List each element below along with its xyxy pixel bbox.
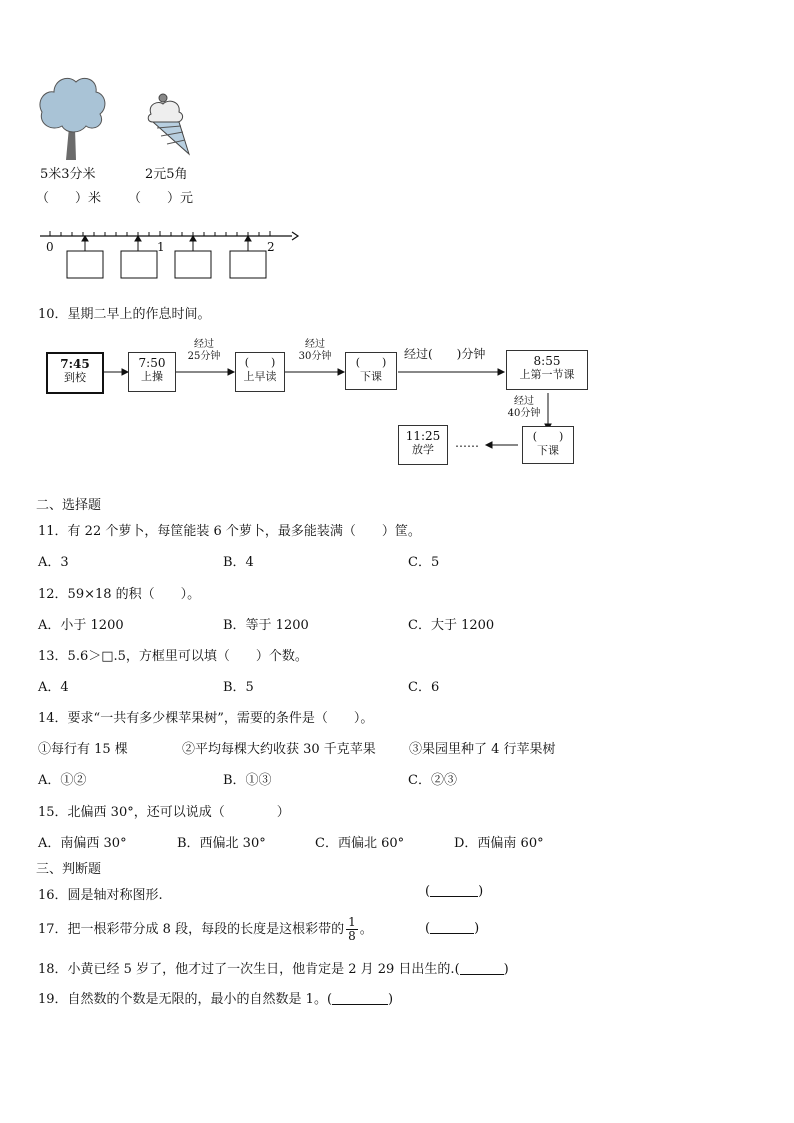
- tree-answer-blank[interactable]: （ ）米: [36, 191, 102, 206]
- q16-text: 16．圆是轴对称图形.: [38, 888, 163, 903]
- tree-caption: 5米3分米: [40, 167, 96, 182]
- q14-option-c[interactable]: C．②③: [408, 773, 457, 788]
- flow-box-exercise: 7:50 上操: [128, 352, 176, 392]
- section-2-title: 二、选择题: [36, 498, 102, 513]
- flow-box-class1: 8:55 上第一节课: [506, 350, 588, 390]
- q14-condition-1: ①每行有 15 棵: [38, 742, 128, 757]
- q15-text: 15．北偏西 30°，还可以说成（ ）: [38, 805, 290, 820]
- q15-option-b[interactable]: B．西偏北 30°: [177, 836, 266, 851]
- q12-option-c[interactable]: C．大于 1200: [408, 618, 495, 633]
- q15-option-d[interactable]: D．西偏南 60°: [454, 836, 544, 851]
- q11-option-c[interactable]: C．5: [408, 555, 440, 570]
- q11-option-a[interactable]: A．3: [38, 555, 69, 570]
- flow-dots: ……: [455, 436, 479, 450]
- q19-text: 19．自然数的个数是无限的，最小的自然数是 1。( ): [38, 992, 394, 1007]
- flow-box-dismiss1: ( ) 下课: [345, 352, 397, 390]
- number-line-label-0: 0: [46, 240, 54, 254]
- q13-option-c[interactable]: C．6: [408, 680, 440, 695]
- q13-option-b[interactable]: B．5: [223, 680, 254, 695]
- q11-text: 11．有 22 个萝卜，每筐能装 6 个萝卜，最多能装满（ ）筐。: [38, 524, 421, 539]
- q17-answer[interactable]: ( ): [425, 921, 480, 936]
- flow-box-reading: ( ) 上早读: [235, 352, 285, 392]
- q15-option-c[interactable]: C．西偏北 60°: [315, 836, 405, 851]
- dismiss1-time-blank[interactable]: ( ): [355, 356, 387, 369]
- q18-answer[interactable]: ( ): [454, 962, 509, 977]
- q13-text: 13．5.6＞□.5，方框里可以填（ ）个数。: [38, 649, 308, 664]
- q14-text: 14．要求“一共有多少棵苹果树”，需要的条件是（ ）。: [38, 711, 374, 726]
- flow-step4: 经过 40分钟: [507, 396, 541, 419]
- ice-cream-icon: [145, 92, 193, 158]
- flow-step1: 经过 25分钟: [187, 339, 221, 362]
- q14-condition-2: ②平均每棵大约收获 30 千克苹果: [182, 742, 376, 757]
- q14-option-b[interactable]: B．①③: [223, 773, 272, 788]
- q18-text: 18．小黄已经 5 岁了，他才过了一次生日，他肯定是 2 月 29 日出生的.( ): [38, 962, 509, 977]
- number-line-label-2: 2: [267, 240, 275, 254]
- flow-step3[interactable]: 经过( )分钟: [404, 347, 486, 361]
- icecream-caption: 2元5角: [145, 167, 188, 182]
- section-3-title: 三、判断题: [36, 862, 102, 877]
- q13-option-a[interactable]: A．4: [38, 680, 69, 695]
- number-line-label-1: 1: [157, 240, 165, 254]
- tree-icon: [36, 72, 108, 162]
- q14-condition-3: ③果园里种了 4 行苹果树: [409, 742, 556, 757]
- flow-box-arrive: 7:45 到校: [46, 352, 104, 394]
- flow-box-school-out: 11:25 放学: [398, 425, 448, 465]
- q12-option-a[interactable]: A．小于 1200: [38, 618, 124, 633]
- flow-step2: 经过 30分钟: [298, 339, 332, 362]
- q17-text: 17．把一根彩带分成 8 段，每段的长度是这根彩带的 $\frac{1}{8}$ 。: [38, 915, 373, 943]
- q17-fraction: $\frac{1}{8}$: [348, 915, 356, 943]
- q11-option-b[interactable]: B．4: [223, 555, 254, 570]
- number-line: [40, 226, 300, 282]
- q14-option-a[interactable]: A．①②: [38, 773, 87, 788]
- reading-time-blank[interactable]: ( ): [244, 356, 276, 369]
- q19-answer[interactable]: ( ): [326, 992, 394, 1007]
- q12-text: 12．59×18 的积（ ）。: [38, 587, 201, 602]
- dismiss2-time-blank[interactable]: ( ): [532, 430, 564, 443]
- q16-answer[interactable]: ( ): [425, 884, 484, 899]
- q12-option-b[interactable]: B．等于 1200: [223, 618, 309, 633]
- icecream-answer-blank[interactable]: （ ）元: [128, 191, 194, 206]
- q15-option-a[interactable]: A．南偏西 30°: [38, 836, 127, 851]
- flow-box-dismiss2: ( ) 下课: [522, 426, 574, 464]
- q10-text: 10．星期二早上的作息时间。: [38, 307, 211, 322]
